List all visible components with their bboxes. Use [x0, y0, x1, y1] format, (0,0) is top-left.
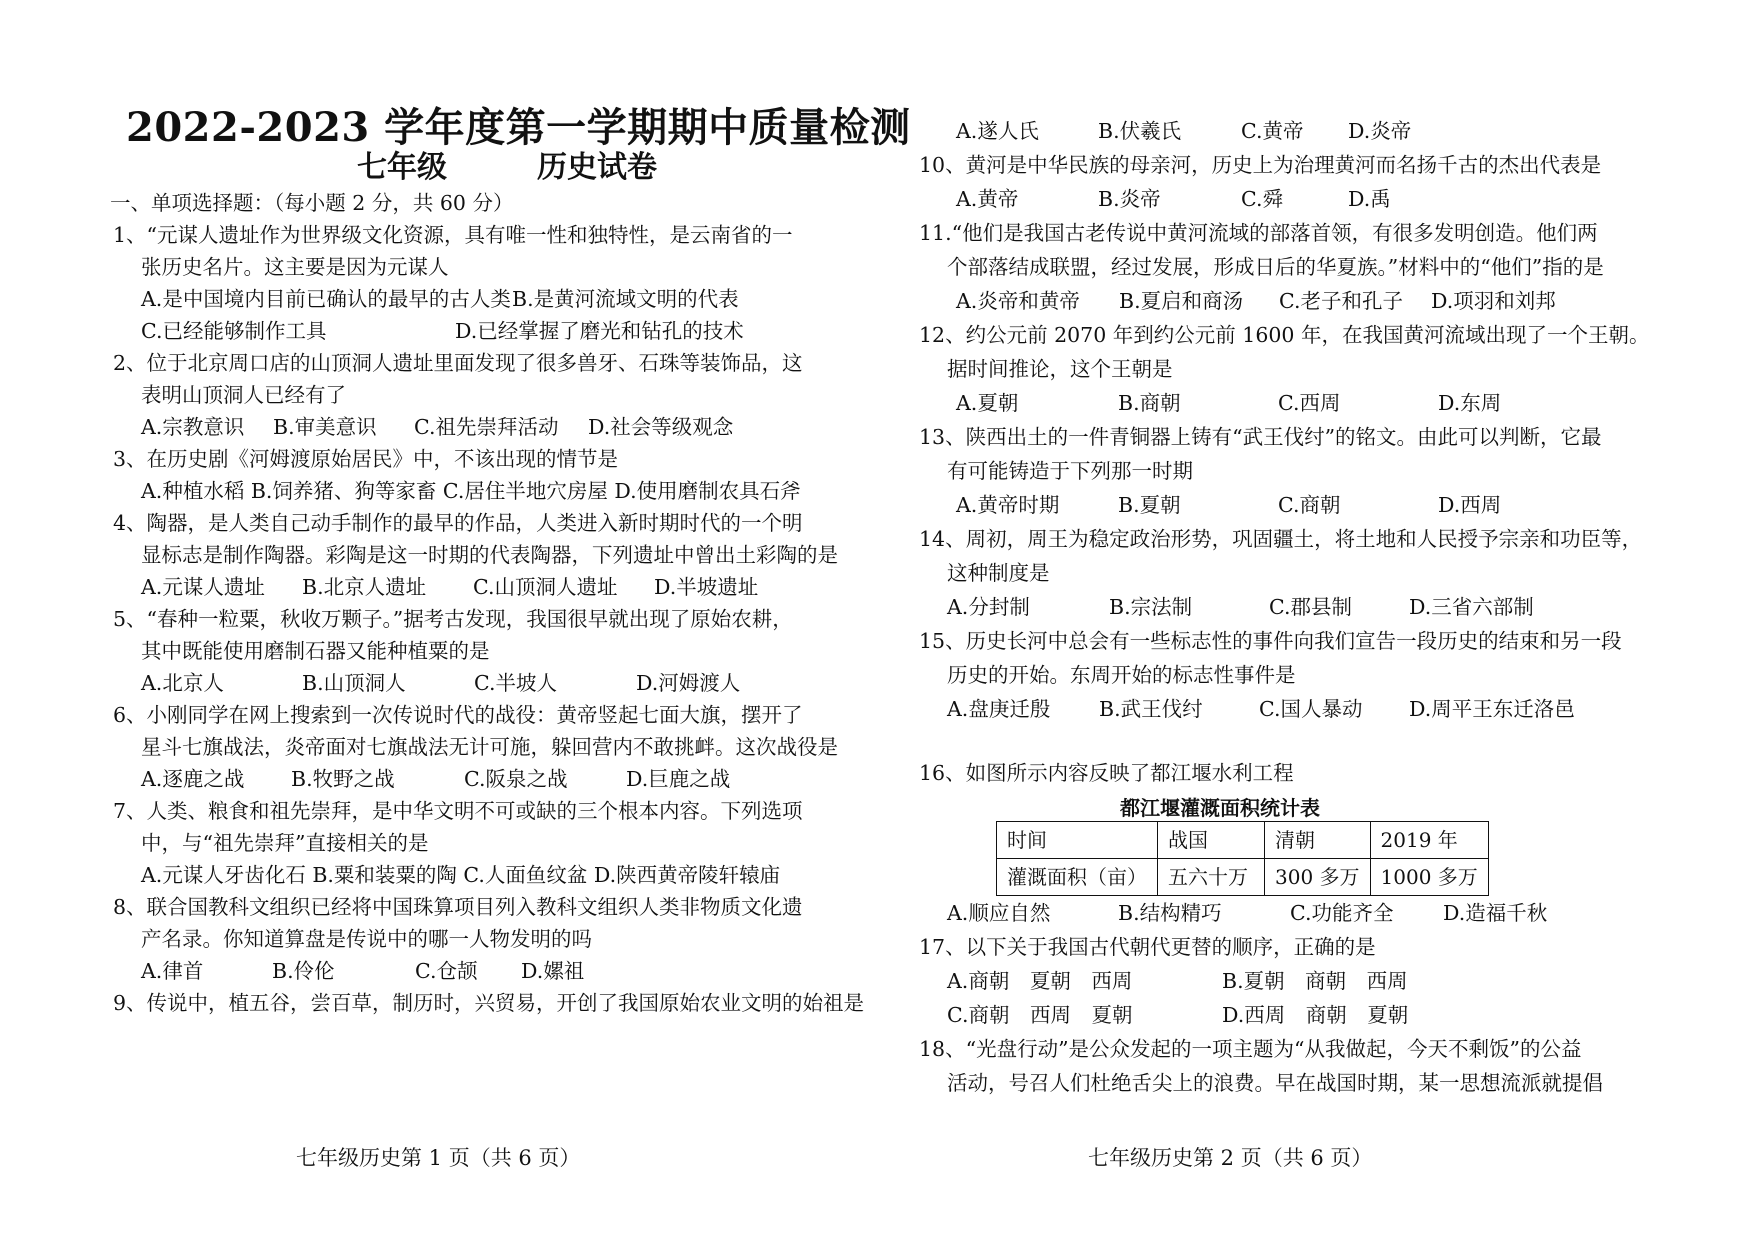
option-d[interactable]: D.西周 商朝 夏朝: [1222, 1003, 1409, 1027]
question-12-text: 12、约公元前 2070 年到约公元前 1600 年，在我国黄河流域出现了一个王朝。: [919, 323, 1650, 347]
question-5-text: 其中既能使用磨制石器又能种植粟的是: [141, 639, 490, 663]
table-cell: 战国: [1158, 822, 1265, 859]
question-14-text: 这种制度是: [947, 561, 1050, 585]
option-a[interactable]: A.商朝 夏朝 西周: [947, 969, 1133, 993]
option-d[interactable]: D.巨鹿之战: [626, 767, 731, 791]
question-18-text: 18、“光盘行动”是公众发起的一项主题为“从我做起，今天不剩饭”的公益: [919, 1037, 1582, 1061]
option-a[interactable]: A.黄帝: [956, 187, 1019, 211]
question-15-text: 15、历史长河中总会有一些标志性的事件向我们宣告一段历史的结束和另一段: [919, 629, 1622, 653]
option-c[interactable]: C.国人暴动: [1259, 697, 1363, 721]
table-cell: 300 多万: [1265, 859, 1371, 896]
option-b[interactable]: B.夏朝: [1118, 493, 1181, 517]
option-d[interactable]: D.炎帝: [1348, 119, 1412, 143]
question-7-options[interactable]: A.元谋人牙齿化石 B.粟和装粟的陶 C.人面鱼纹盆 D.陕西黄帝陵轩辕庙: [141, 863, 781, 887]
irrigation-table: [996, 821, 1489, 896]
question-10-text: 10、黄河是中华民族的母亲河，历史上为治理黄河而名扬千古的杰出代表是: [919, 153, 1602, 177]
question-2-text: 2、位于北京周口店的山顶洞人遗址里面发现了很多兽牙、石珠等装饰品，这: [113, 351, 803, 375]
question-11-text: 11.“他们是我国古老传说中黄河流域的部落首领，有很多发明创造。他们两: [919, 221, 1598, 245]
page-footer: 七年级历史第 2 页（共 6 页）: [1088, 1146, 1373, 1170]
table-cell: 2019 年: [1370, 822, 1488, 859]
option-a[interactable]: A.分封制: [947, 595, 1030, 619]
page-2: [876, 0, 1753, 1240]
question-4-text: 显标志是制作陶器。彩陶是这一时期的代表陶器，下列遗址中曾出土彩陶的是: [141, 543, 838, 567]
page-footer: 七年级历史第 1 页（共 6 页）: [296, 1146, 581, 1170]
option-b[interactable]: B.结构精巧: [1118, 901, 1222, 925]
option-c[interactable]: C.半坡人: [474, 671, 557, 695]
option-a[interactable]: A.遂人氏: [956, 119, 1039, 143]
question-13-text: 13、陕西出土的一件青铜器上铸有“武王伐纣”的铭文。由此可以判断，它最: [919, 425, 1602, 449]
option-d[interactable]: D.嫘祖: [521, 959, 585, 983]
table-cell: 五六十万: [1158, 859, 1265, 896]
option-a[interactable]: A.顺应自然: [947, 901, 1051, 925]
option-b[interactable]: B.夏朝 商朝 西周: [1222, 969, 1408, 993]
option-b[interactable]: B.牧野之战: [291, 767, 395, 791]
option-b[interactable]: B.宗法制: [1109, 595, 1193, 619]
section-heading: 一、单项选择题：（每小题 2 分，共 60 分）: [110, 191, 514, 215]
question-7-text: 7、人类、粮食和祖先崇拜，是中华文明不可或缺的三个根本内容。下列选项: [113, 799, 803, 823]
question-14-text: 14、周初，周王为稳定政治形势，巩固疆土，将土地和人民授予宗亲和功臣等，: [919, 527, 1643, 551]
option-a[interactable]: A.元谋人遗址: [141, 575, 265, 599]
question-8-text: 8、联合国教科文组织已经将中国珠算项目列入教科文组织人类非物质文化遗: [113, 895, 803, 919]
option-d[interactable]: D.社会等级观念: [588, 415, 734, 439]
option-c[interactable]: C.舜: [1241, 187, 1283, 211]
option-a[interactable]: A.宗教意识: [141, 415, 245, 439]
option-c[interactable]: C.阪泉之战: [464, 767, 568, 791]
option-c[interactable]: C.西周: [1278, 391, 1341, 415]
question-13-text: 有可能铸造于下列那一时期: [947, 459, 1193, 483]
option-b[interactable]: B.山顶洞人: [302, 671, 406, 695]
option-a[interactable]: A.律首: [141, 959, 204, 983]
option-a[interactable]: A.盘庚迁殷: [947, 697, 1051, 721]
question-15-text: 历史的开始。东周开始的标志性事件是: [947, 663, 1296, 687]
table-cell: 1000 多万: [1370, 859, 1488, 896]
exam-subtitle: [357, 150, 657, 186]
question-11-text: 个部落结成联盟，经过发展，形成日后的华夏族。”材料中的“他们”指的是: [947, 255, 1604, 279]
option-d[interactable]: D.已经掌握了磨光和钻孔的技术: [455, 319, 744, 343]
option-c[interactable]: C.功能齐全: [1290, 901, 1394, 925]
table-row: [997, 859, 1489, 896]
question-9-text: 9、传说中，植五谷，尝百草，制历时，兴贸易，开创了我国原始农业文明的始祖是: [113, 991, 865, 1015]
option-c[interactable]: C.商朝 西周 夏朝: [947, 1003, 1133, 1027]
option-d[interactable]: D.项羽和刘邦: [1431, 289, 1556, 313]
question-5-text: 5、“春种一粒粟，秋收万颗子。”据考古发现，我国很早就出现了原始农耕，: [113, 607, 793, 631]
option-c[interactable]: C.仓颉: [415, 959, 478, 983]
question-1-text: 1、“元谋人遗址作为世界级文化资源，具有唯一性和独特性，是云南省的一: [113, 223, 793, 247]
table-cell: 清朝: [1265, 822, 1371, 859]
option-a[interactable]: A.黄帝时期: [956, 493, 1060, 517]
option-b[interactable]: B.伶伦: [272, 959, 335, 983]
question-17-text: 17、以下关于我国古代朝代更替的顺序，正确的是: [919, 935, 1376, 959]
option-d[interactable]: D.造福千秋: [1443, 901, 1548, 925]
table-cell: 时间: [997, 822, 1158, 859]
question-4-text: 4、陶器，是人类自己动手制作的最早的作品，人类进入新时期时代的一个明: [113, 511, 803, 535]
option-d[interactable]: D.三省六部制: [1409, 595, 1534, 619]
option-d[interactable]: D.河姆渡人: [636, 671, 741, 695]
table-header-row: [997, 822, 1489, 859]
subject-label: 历史试卷: [537, 150, 657, 185]
option-c[interactable]: C.已经能够制作工具: [141, 319, 327, 343]
question-6-text: 6、小刚同学在网上搜索到一次传说时代的战役：黄帝竖起七面大旗，摆开了: [113, 703, 803, 727]
option-d[interactable]: D.西周: [1438, 493, 1502, 517]
option-b[interactable]: B.夏启和商汤: [1119, 289, 1244, 313]
table-title: 都江堰灌溉面积统计表: [1120, 796, 1320, 820]
option-b[interactable]: B.是黄河流域文明的代表: [512, 287, 739, 311]
grade-label: 七年级: [357, 150, 447, 185]
option-b[interactable]: B.北京人遗址: [302, 575, 427, 599]
option-b[interactable]: B.商朝: [1118, 391, 1181, 415]
question-6-text: 星斗七旗战法，炎帝面对七旗战法无计可施，躲回营内不敢挑衅。这次战役是: [141, 735, 838, 759]
question-16-text: 16、如图所示内容反映了都江堰水利工程: [919, 761, 1294, 785]
option-d[interactable]: D.周平王东迁洛邑: [1409, 697, 1575, 721]
option-c[interactable]: C.祖先崇拜活动: [414, 415, 559, 439]
option-a[interactable]: A.是中国境内目前已确认的最早的古人类: [141, 287, 511, 311]
option-c[interactable]: C.商朝: [1278, 493, 1341, 517]
question-1-text: 张历史名片。这主要是因为元谋人: [141, 255, 449, 279]
question-8-text: 产名录。你知道算盘是传说中的哪一人物发明的吗: [141, 927, 592, 951]
option-a[interactable]: A.北京人: [141, 671, 224, 695]
option-c[interactable]: C.老子和孔子: [1279, 289, 1403, 313]
option-d[interactable]: D.东周: [1438, 391, 1502, 415]
question-3-options[interactable]: A.种植水稻 B.饲养猪、狗等家畜 C.居住半地穴房屋 D.使用磨制农具石斧: [141, 479, 801, 503]
option-b[interactable]: B.武王伐纣: [1099, 697, 1203, 721]
option-b[interactable]: B.审美意识: [273, 415, 377, 439]
option-c[interactable]: C.山顶洞人遗址: [473, 575, 618, 599]
question-7-text: 中，与“祖先崇拜”直接相关的是: [141, 831, 429, 855]
option-b[interactable]: B.炎帝: [1098, 187, 1161, 211]
question-12-text: 据时间推论，这个王朝是: [947, 357, 1173, 381]
question-2-text: 表明山顶洞人已经有了: [141, 383, 346, 407]
exam-title: 2022-2023 学年度第一学期期中质量检测: [126, 104, 911, 151]
question-3-text: 3、在历史剧《河姆渡原始居民》中，不该出现的情节是: [113, 447, 619, 471]
option-c[interactable]: C.黄帝: [1241, 119, 1304, 143]
option-d[interactable]: D.禹: [1348, 187, 1391, 211]
option-a[interactable]: A.逐鹿之战: [141, 767, 245, 791]
option-c[interactable]: C.郡县制: [1269, 595, 1352, 619]
option-b[interactable]: B.伏羲氏: [1098, 119, 1182, 143]
option-a[interactable]: A.炎帝和黄帝: [956, 289, 1080, 313]
option-a[interactable]: A.夏朝: [956, 391, 1019, 415]
question-18-text: 活动，号召人们杜绝舌尖上的浪费。早在战国时期，某一思想流派就提倡: [947, 1071, 1603, 1095]
table-cell: 灌溉面积（亩）: [997, 859, 1158, 896]
option-d[interactable]: D.半坡遗址: [654, 575, 759, 599]
